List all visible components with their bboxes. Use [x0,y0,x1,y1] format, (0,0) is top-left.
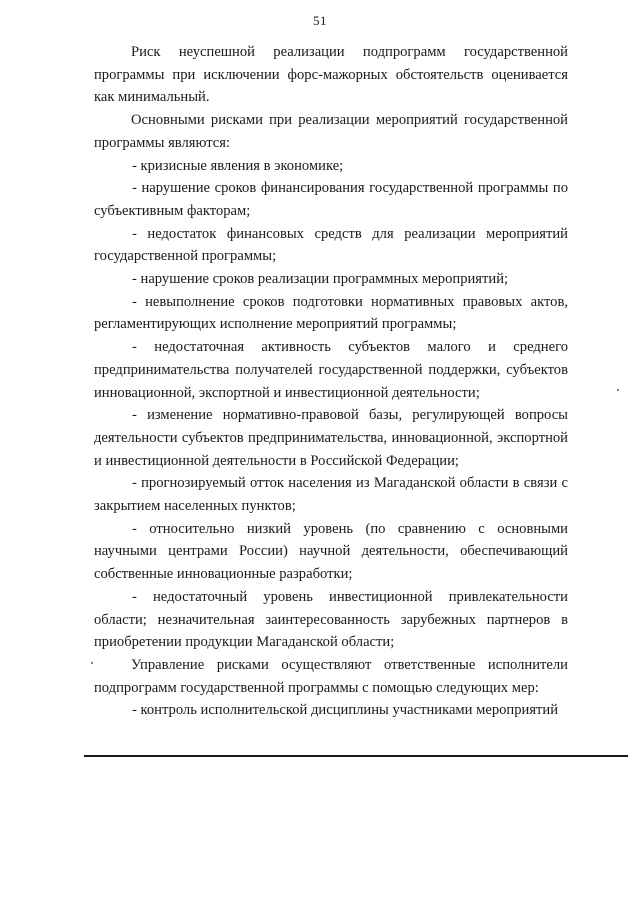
page-number: 51 [313,13,327,28]
list-item-measure: - контроль исполнительской дисциплины участниками мероприятий [132,702,559,719]
page-body [94,41,568,722]
list-item-risk: - невыполнение сроков подготовки нормативных правовых актов, регламентирующих исполнение мероприятий программы; [94,293,568,333]
list-item-risk: - нарушение сроков финансирования государственной программы по субъективным факторам; [94,180,568,219]
paragraph-risk-management: Управление рисками осуществляют ответственные исполнители подпрограмм государственной программы с помощью следующих мер: [94,656,568,696]
list-item-risk: - прогнозируемый отток населения из Магаданской области в связи с закрытием населенных пунктов; [94,475,568,515]
list-item-risk: - недостаточная активность субъектов малого и среднего предпринимательства получателей государственной поддержки, субъектов инновационной, экспортной и инвестиционной деятельности; [94,339,568,401]
scan-speck [91,662,93,664]
paragraph-risk-minimal: Риск неуспешной реализации подпрограмм государственной программы при исключении форс-мажорных обстоятельств оценивается как минимальный. [94,44,568,106]
list-item-risk: - кризисные явления в экономике; [132,157,344,174]
list-item-risk: - нарушение сроков реализации программных мероприятий; [132,271,509,288]
paragraph-main-risks-intro: Основными рисками при реализации мероприятий государственной программы являются: [94,112,568,151]
page-bottom-rule [84,755,628,757]
list-item-risk: - изменение нормативно-правовой базы, регулирующей вопросы деятельности субъектов предпринимательства, инновационной, экспортной и инвестиционной деятельности в Российской Федерации; [94,407,568,469]
scan-speck [617,389,619,391]
list-item-risk: - относительно низкий уровень (по сравнению с основными научными центрами России) научной деятельности, обеспечивающий собственные инновационные разработки; [94,520,568,583]
list-item-risk: - недостаточный уровень инвестиционной привлекательности области; незначительная заинтересованность зарубежных партнеров в приобретении продукции Магаданской области; [94,588,568,651]
list-item-risk: - недостаток финансовых средств для реализации мероприятий государственной программы; [94,225,568,265]
